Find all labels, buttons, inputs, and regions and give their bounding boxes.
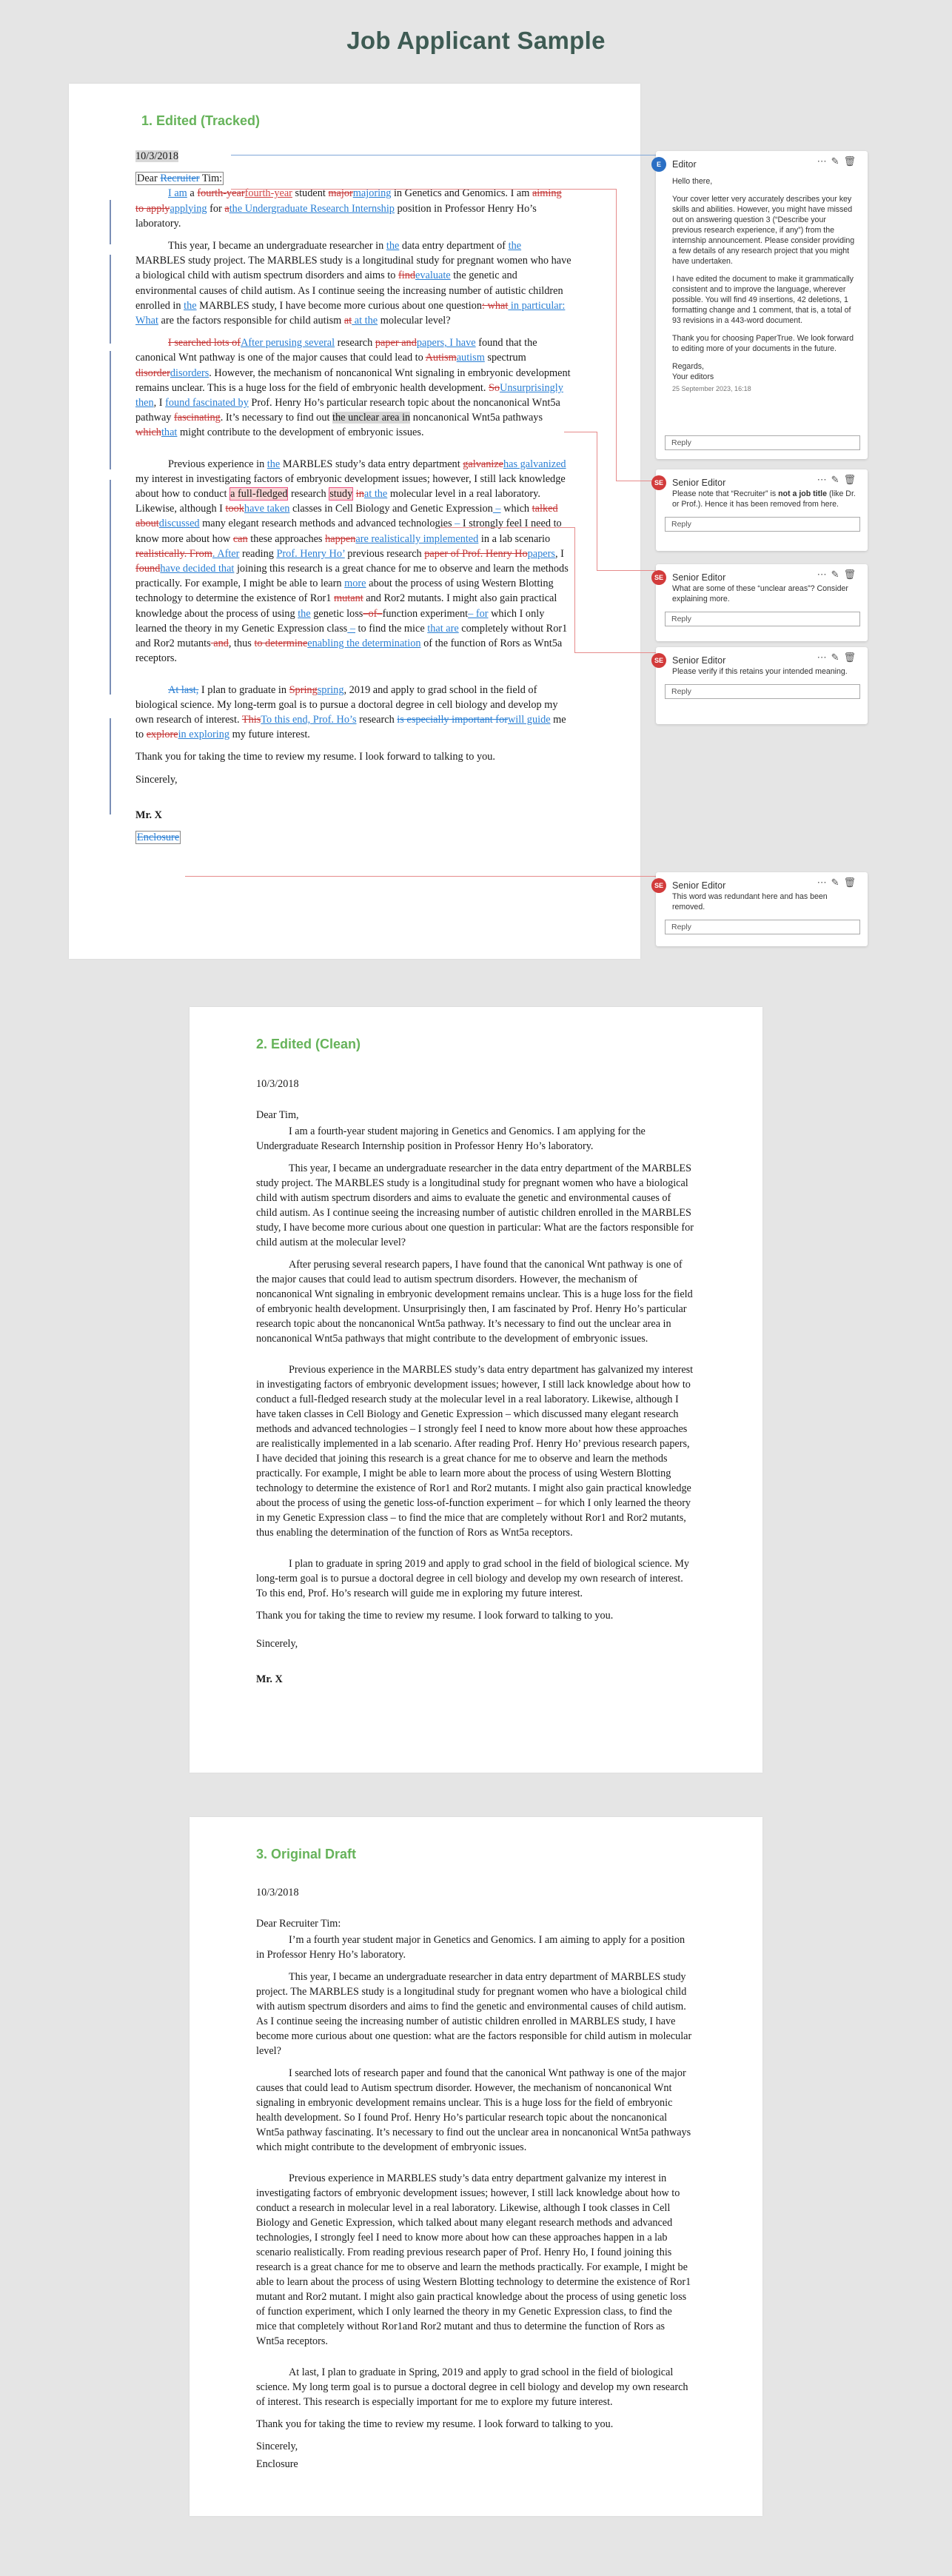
tracked-paragraph-1: I am a fourth-yearfourth-year student majormajoring in Genetics and Genomics. I am aiming to applyapplying for athe Undergraduate Research Internship position in Professor Henry Ho’s laboratory. xyxy=(135,187,562,230)
reply-input[interactable]: Reply xyxy=(665,920,860,934)
original-date: 10/3/2018 xyxy=(256,1887,299,1898)
avatar: SE xyxy=(651,475,666,490)
tracked-salutation: Dear Recruiter Tim: xyxy=(137,173,223,185)
edit-icon[interactable]: ✎ xyxy=(831,155,844,167)
comment-card-senior-4 xyxy=(656,872,868,946)
more-icon[interactable]: ⋯ xyxy=(817,569,831,580)
section-heading-tracked: 1. Edited (Tracked) xyxy=(141,113,261,128)
comment-connector xyxy=(185,876,656,877)
comment-author: Senior Editor xyxy=(672,478,726,488)
clean-document xyxy=(256,1077,694,1694)
original-enclosure: Enclosure xyxy=(256,2458,298,2470)
clean-paragraph: I plan to graduate in spring 2019 and apply to grad school in the field of biological science. My long-term goal is to pursue a doctoral degree in cell biology and develop my own research of interest. To this end, Prof. Ho’s research will guide me in exploring my future interest. xyxy=(256,1558,689,1599)
comment-body: Please note that “Recruiter” is not a job title (like Dr. or Prof.). Hence it has been removed from here. xyxy=(672,489,856,509)
change-bar xyxy=(110,480,111,695)
tracked-paragraph-5: At last, I plan to graduate in Springspring, 2019 and apply to grad school in the field of biological science. My long-term goal is to pursue a doctoral degree in cell biology and develop my own research of interest. ThisTo this end, Prof. Ho’s research is especially important forwill guide me to explorein exploring my future interest. xyxy=(135,683,566,741)
original-document xyxy=(256,1885,694,2479)
comment-body: This word was redundant here and has been removed. xyxy=(672,892,828,911)
reply-input[interactable]: Reply xyxy=(665,435,860,450)
avatar: SE xyxy=(651,570,666,585)
clean-salutation: Dear Tim, xyxy=(256,1109,299,1121)
original-paragraph: I’m a fourth year student major in Genetics and Genomics. I am aiming to apply for a position in Professor Henry Ho’s laboratory. xyxy=(256,1934,685,1961)
comment-body: What are some of these “unclear areas”? Consider explaining more. xyxy=(672,584,848,603)
tracked-document xyxy=(135,149,572,852)
edit-icon[interactable]: ✎ xyxy=(831,652,844,663)
more-icon[interactable]: ⋯ xyxy=(817,652,831,663)
section-heading-clean: 2. Edited (Clean) xyxy=(256,1037,361,1051)
original-closing: Sincerely, xyxy=(256,2440,298,2452)
change-bar xyxy=(110,200,111,244)
delete-icon[interactable]: 🗑 xyxy=(843,569,860,580)
clean-signature: Mr. X xyxy=(256,1673,283,1685)
delete-icon[interactable]: 🗑 xyxy=(843,474,860,485)
comment-body: Please verify if this retains your intended meaning. xyxy=(672,667,848,676)
comment-connector xyxy=(574,527,575,652)
clean-paragraph: After perusing several research papers, I have found that the canonical Wnt pathway is one of the major causes that could lead to autism spectrum disorders. However, the mechanism of noncanonical Wnt signaling in embryonic development remains unclear. This is a huge loss for the field of embryonic health development. Unsurprisingly then, I am fascinated by Prof. Henry Ho’s particular research topic about the noncanonical Wnt5a pathway. It’s necessary to find out the unclear area in noncanonical Wnt5a pathways that might contribute to the development of embryonic issues. xyxy=(256,1259,693,1345)
more-icon[interactable]: ⋯ xyxy=(817,877,831,888)
original-paragraph: At last, I plan to graduate in Spring, 2019 and apply to grad school in the field of biological science. My long term goal is to pursue a doctoral degree in cell biology and develop my own research of interest. This research is especially important for me to explore my future interest. xyxy=(256,2366,688,2408)
comment-card-editor xyxy=(656,151,868,459)
clean-closing: Sincerely, xyxy=(256,1638,298,1650)
tracked-thanks: Thank you for taking the time to review my resume. I look forward to talking to you. xyxy=(135,751,495,763)
reply-input[interactable]: Reply xyxy=(665,612,860,626)
original-paragraph: Previous experience in MARBLES study’s data entry department galvanize my interest in investigating factors of embryonic development issues; however, I still lack knowledge about how to conduct a research in molecular level in a real laboratory. Likewise, although I took classes in Cell Biology and Genetic Expression, which talked about many elegant research methods and advanced technologies, I strongly feel I need to know more about how can these approaches happen in a lab scenario realistically. From reading previous research paper of Prof. Henry Ho, I found joining this research is a great chance for me to observe and learn the methods practically. For example, I might be able to learn about the process of using Western Blotting technology to determine the existence of Ror1 mutant and Ror2 mutant. I might also gain practical knowledge about the process of using genetic loss of function experiment, which I only learned the theory in my Genetic Expression class, to find the mice that completely without Ror1and Ror2 mutant and thus to determine the function of Rors as Wnt5a receptors. xyxy=(256,2172,691,2347)
clean-paragraph: I am a fourth-year student majoring in Genetics and Genomics. I am applying for the Undergraduate Research Internship position in Professor Henry Ho’s laboratory. xyxy=(256,1125,646,1152)
original-thanks: Thank you for taking the time to review my resume. I look forward to talking to you. xyxy=(256,2418,614,2430)
comment-card-senior-3 xyxy=(656,647,868,724)
original-paragraph: I searched lots of research paper and found that the canonical Wnt pathway is one of the major causes that could lead to Autism spectrum disorder. However, the mechanism of noncanonical Wnt signaling in embryonic development remains unclear. This is a huge loss for the field of embryonic health development. So I found Prof. Henry Ho’s particular research topic about the noncanonical Wnt5a pathway fascinating. It’s necessary to find out the unclear area in noncanonical Wnt5a pathways which might contribute to the development of embryonic issues. xyxy=(256,2067,691,2153)
reply-input[interactable]: Reply xyxy=(665,684,860,699)
change-bar xyxy=(110,255,111,344)
tracked-paragraph-3: I searched lots ofAfter perusing several research paper andpapers, I have found that the canonical Wnt pathway is one of the major causes that could lead to Autismautism spectrum disorderdisorders. However, the mechanism of noncanonical Wnt signaling in embryonic development remains unclear. This is a huge loss for the field of embryonic health development. SoUnsurprisingly then, I found fascinated by Prof. Henry Ho’s particular research topic about the noncanonical Wnt5a pathway fascinating. It’s necessary to find out the unclear area in noncanonical Wnt5a pathways whichthat might contribute to the development of embryonic issues. xyxy=(135,337,571,439)
original-paragraph: This year, I became an undergraduate researcher in data entry department of MARBLES study project. The MARBLES study is a longitudinal study for pregnant women who have a biological child with autism spectrum disorders and aims to find the genetic and environmental causes of child autism. As I continue seeing the increasing number of autistic children enrolled in MARBLES study, I have become more curious about one question: what are the factors responsible for child autism in molecular level? xyxy=(256,1971,692,2057)
tracked-paper xyxy=(69,84,640,959)
reply-input[interactable]: Reply xyxy=(665,517,860,532)
delete-icon[interactable]: 🗑 xyxy=(843,155,860,167)
delete-icon[interactable]: 🗑 xyxy=(843,652,860,663)
section-heading-original: 3. Original Draft xyxy=(256,1847,357,1861)
comment-timestamp: 25 September 2023, 16:18 xyxy=(672,385,751,392)
avatar: SE xyxy=(651,878,666,893)
original-salutation: Dear Recruiter Tim: xyxy=(256,1918,341,1930)
clean-date: 10/3/2018 xyxy=(256,1078,299,1090)
clean-paragraph: This year, I became an undergraduate researcher in the data entry department of the MARBLES study project. The MARBLES study is a longitudinal study for pregnant women who have a biological child with autism spectrum disorders and aims to evaluate the genetic and environmental causes of child autism. As I continue seeing the increasing number of autistic children enrolled in the MARBLES study, I have become more curious about one question in particular: What are the factors responsible for child autism at the molecular level? xyxy=(256,1162,694,1248)
comment-connector xyxy=(231,189,616,190)
page-title: Job Applicant Sample xyxy=(346,27,606,54)
comment-author: Senior Editor xyxy=(672,572,726,583)
edit-icon[interactable]: ✎ xyxy=(831,877,844,888)
tracked-enclosure: Enclosure xyxy=(137,831,180,843)
more-icon[interactable]: ⋯ xyxy=(817,474,831,485)
clean-thanks: Thank you for taking the time to review my resume. I look forward to talking to you. xyxy=(256,1610,614,1622)
tracked-closing: Sincerely, xyxy=(135,773,178,786)
change-bar xyxy=(110,718,111,814)
avatar: SE xyxy=(651,653,666,668)
comment-author: Senior Editor xyxy=(672,655,726,666)
change-bar xyxy=(110,351,111,469)
comment-connector xyxy=(616,189,617,481)
clean-paper xyxy=(190,1007,762,1773)
original-paper xyxy=(190,1817,762,2516)
comment-connector xyxy=(574,652,656,653)
edit-icon[interactable]: ✎ xyxy=(831,474,844,485)
delete-icon[interactable]: 🗑 xyxy=(843,877,860,888)
comment-connector xyxy=(597,570,656,571)
clean-paragraph: Previous experience in the MARBLES study’s data entry department has galvanized my interest in investigating factors of embryonic development issues; however, I still lack knowledge about how to conduct a full-fledged research study at the molecular level in a real laboratory. Likewise, although I have taken classes in Cell Biology and Genetic Expression – which discussed many elegant research methods and advanced technologies – I strongly feel I need to know more about how these approaches are realistically implemented in a lab scenario. After reading Prof. Henry Ho’ previous research papers, I have decided that joining this research is a great chance for me to observe and learn the methods practically. For example, I might be able to learn more about the process of using Western Blotting technology to determine the existence of Ror1 and Ror2 mutants. I might also gain practical knowledge about the process of using the genetic loss-of-function experiment – for which I only learned the theory in my Genetic Expression class – to find the mice that are completely without Ror1 and Ror2 mutants, thus enabling the determination of the function of Rors as Wnt5a receptors. xyxy=(256,1364,694,1539)
tracked-paragraph-2: This year, I became an undergraduate researcher in the data entry department of the MARBLES study project. The MARBLES study is a longitudinal study for pregnant women who have a biological child with autism spectrum disorders and aims to findevaluate the genetic and environmental causes of child autism. As I continue seeing the increasing number of autistic children enrolled in the MARBLES study, I have become more curious about one question: what in particular: What are the factors responsible for child autism at at the molecular level? xyxy=(135,240,571,327)
tracked-paragraph-4: Previous experience in the MARBLES study’s data entry department galvanizehas galvanized my interest in investigating factors of embryonic development issues; however, I still lack knowledge about how to conduct a full-fledged research study inat the molecular level in a real laboratory. Likewise, although I tookhave taken classes in Cell Biology and Genetic Expression – which talked aboutdiscussed many elegant research methods and advanced technologies – I strongly feel I need to know more about how can these approaches happenare realistically implemented in a lab scenario realistically. From. After reading Prof. Henry Ho’ previous research paper of Prof. Henry Hopapers, I foundhave decided that joining this research is a great chance for me to observe and learn the methods practically. For example, I might be able to learn more about the process of using Western Blotting technology to determine the existence of Ror1 mutant and Ror2 mutants. I might also gain practical knowledge about the process of using the genetic loss–of–function experiment– for which I only learned the theory in my Genetic Expression class – to find the mice that are completely without Ror1 and Ror2 mutants and, thus to determineenabling the determination of the function of Rors as Wnt5a receptors. xyxy=(135,458,569,665)
tracked-signature: Mr. X xyxy=(135,809,163,821)
more-icon[interactable]: ⋯ xyxy=(817,155,831,167)
edit-icon[interactable]: ✎ xyxy=(831,569,844,580)
comment-card-senior-1 xyxy=(656,469,868,551)
tracked-date: 10/3/2018 xyxy=(135,150,178,162)
comment-author: Editor xyxy=(672,159,697,170)
comment-author: Senior Editor xyxy=(672,880,726,891)
avatar: E xyxy=(651,157,666,172)
comment-body: Hello there, Your cover letter very accurately describes your key skills and abilities. However, you might have missed out on answering question 3 (“Describe your previous research experience, if any”) from the internship announcement. Please consider providing a few details of any research project that you might have undertaken. I have edited the document to make it grammatically consistent and to improve the language, wherever possible. You will find 49 insertions, 42 deletions, 1 formatting change and 1 comment, that is, a total of 93 revisions in a 443-word document. Thank you for choosing PaperTrue. We look forward to editing more of your documents in the future. Regards, Your editors 25 September 2023, 16:18 xyxy=(656,176,868,394)
comment-connector xyxy=(440,527,574,528)
comment-card-senior-2 xyxy=(656,564,868,641)
